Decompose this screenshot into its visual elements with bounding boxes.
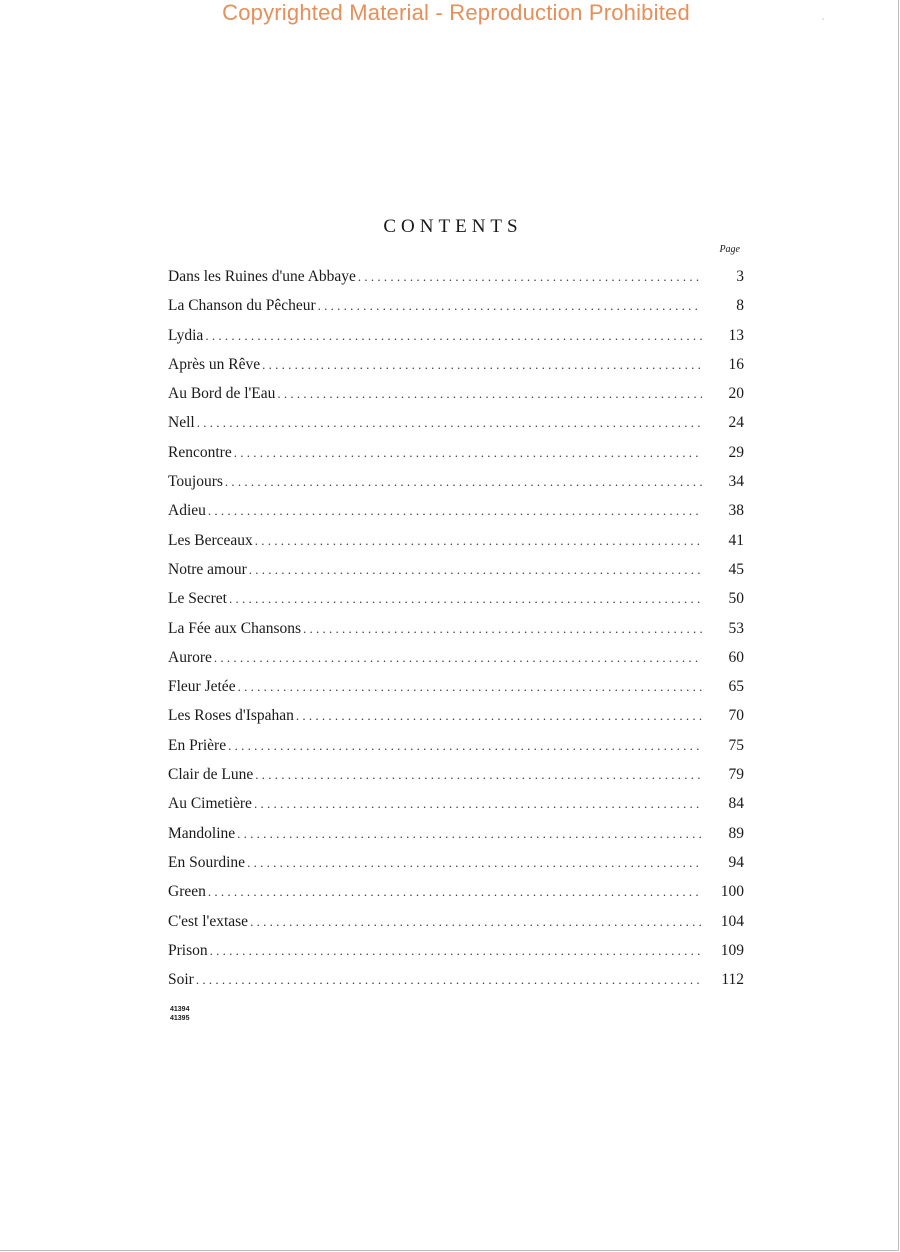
toc-entry-page-number: 8 xyxy=(736,297,744,315)
dot-leader xyxy=(254,789,702,818)
contents-heading: CONTENTS xyxy=(383,216,523,237)
copyright-watermark: Copyrighted Material - Reproduction Prohibited xyxy=(222,0,690,25)
toc-entry-title: Adieu xyxy=(168,502,206,520)
dot-leader xyxy=(210,936,702,965)
toc-entry-title: Fleur Jetée xyxy=(168,678,236,696)
toc-entry-title: Lydia xyxy=(168,326,204,344)
toc-entry-title: Soir xyxy=(168,971,194,989)
scan-speck xyxy=(822,18,824,20)
toc-entry-title: Le Secret xyxy=(168,590,227,608)
toc-entry-title: Dans les Ruines d'une Abbaye xyxy=(168,268,356,285)
dot-leader xyxy=(234,438,702,467)
toc-entry-page-number: 53 xyxy=(728,619,744,637)
toc-entry-page-number: 70 xyxy=(728,707,744,725)
toc-entry-page-number: 65 xyxy=(728,678,744,696)
dot-leader xyxy=(277,379,702,408)
toc-entry xyxy=(168,526,744,555)
toc-entry xyxy=(168,672,744,701)
toc-entry-title: C'est l'extase xyxy=(168,912,249,930)
toc-entry-page-number: 45 xyxy=(728,560,744,578)
toc-entry-page-number: 94 xyxy=(728,853,744,871)
toc-entry xyxy=(168,584,744,613)
toc-entry-title: Prison xyxy=(168,941,208,959)
toc-entry-page-number: 29 xyxy=(728,443,744,461)
toc-entry-page-number: 13 xyxy=(728,326,744,344)
toc-entry xyxy=(168,555,744,584)
toc-entry-title: Les Berceaux xyxy=(168,531,253,549)
toc-entry-title: Clair de Lune xyxy=(168,766,254,784)
toc-entry xyxy=(168,467,744,496)
plate-number: 41395 xyxy=(170,1015,190,1022)
toc-entry-page-number: 60 xyxy=(728,648,744,666)
toc-entry-page-number: 100 xyxy=(720,883,744,901)
toc-entry-title: Aurore xyxy=(168,648,212,666)
toc-entry-page-number: 20 xyxy=(728,385,744,403)
dot-leader xyxy=(303,614,702,643)
dot-leader xyxy=(247,848,702,877)
toc-entry-page-number: 104 xyxy=(720,912,744,930)
toc-entry-title: Notre amour xyxy=(168,560,247,578)
toc-entry-page-number: 41 xyxy=(728,531,744,549)
dot-leader xyxy=(197,408,702,437)
toc-entry-page-number: 75 xyxy=(728,736,744,754)
toc-entry-title: Au Cimetière xyxy=(168,795,252,813)
dot-leader xyxy=(358,262,702,291)
toc-entry-page-number: 38 xyxy=(728,502,744,520)
dot-leader xyxy=(225,467,702,496)
dot-leader xyxy=(318,291,702,320)
toc-entry xyxy=(168,291,744,320)
dot-leader xyxy=(296,701,702,730)
toc-entry xyxy=(168,643,744,672)
toc-entry xyxy=(168,438,744,467)
toc-entry xyxy=(168,789,744,818)
dot-leader xyxy=(196,965,702,994)
toc-entry xyxy=(168,965,744,994)
toc-entry-page-number: 16 xyxy=(728,355,744,373)
dot-leader xyxy=(249,555,702,584)
plate-numbers xyxy=(170,1005,189,1023)
toc-entry xyxy=(168,379,744,408)
table-of-contents xyxy=(168,262,744,994)
toc-entry-page-number: 109 xyxy=(720,941,744,959)
toc-entry-title: Au Bord de l'Eau xyxy=(168,385,276,403)
dot-leader xyxy=(255,526,702,555)
toc-entry-page-number: 34 xyxy=(728,473,744,491)
toc-entry-page-number: 3 xyxy=(736,268,744,285)
toc-entry-page-number: 84 xyxy=(728,795,744,813)
toc-entry-title: La Fée aux Chansons xyxy=(168,619,302,637)
toc-entry xyxy=(168,731,744,760)
dot-leader xyxy=(250,907,702,936)
toc-entry-title: En Sourdine xyxy=(168,853,246,871)
toc-entry xyxy=(168,760,744,789)
plate-number: 41394 xyxy=(170,1006,190,1013)
toc-entry-title: Nell xyxy=(168,414,195,432)
toc-entry-title: Mandoline xyxy=(168,824,236,842)
page-column-label: Page xyxy=(719,244,740,255)
toc-entry-page-number: 24 xyxy=(728,414,744,432)
dot-leader xyxy=(208,496,702,525)
dot-leader xyxy=(228,731,702,760)
toc-entry xyxy=(168,936,744,965)
toc-entry xyxy=(168,819,744,848)
toc-entry xyxy=(168,614,744,643)
toc-entry-page-number: 79 xyxy=(728,766,744,784)
dot-leader xyxy=(229,584,702,613)
toc-entry xyxy=(168,701,744,730)
toc-entry-page-number: 112 xyxy=(721,971,744,989)
toc-entry xyxy=(168,408,744,437)
toc-entry-title: En Prière xyxy=(168,736,227,754)
toc-entry xyxy=(168,262,744,291)
dot-leader xyxy=(238,672,702,701)
dot-leader xyxy=(208,877,702,906)
toc-entry xyxy=(168,848,744,877)
dot-leader xyxy=(214,643,702,672)
toc-entry xyxy=(168,350,744,379)
toc-entry xyxy=(168,877,744,906)
dot-leader xyxy=(262,350,702,379)
dot-leader xyxy=(237,819,702,848)
toc-entry-title: Green xyxy=(168,883,206,901)
toc-entry xyxy=(168,496,744,525)
toc-entry-title: La Chanson du Pêcheur xyxy=(168,297,316,315)
toc-entry-title: Toujours xyxy=(168,473,223,491)
dot-leader xyxy=(255,760,702,789)
toc-entry-title: Rencontre xyxy=(168,443,232,461)
dot-leader xyxy=(205,321,702,350)
toc-entry-page-number: 89 xyxy=(728,824,744,842)
toc-entry-page-number: 50 xyxy=(728,590,744,608)
toc-entry xyxy=(168,907,744,936)
toc-entry-title: Les Roses d'Ispahan xyxy=(168,707,294,725)
toc-entry xyxy=(168,321,744,350)
toc-entry-title: Après un Rêve xyxy=(168,355,261,373)
